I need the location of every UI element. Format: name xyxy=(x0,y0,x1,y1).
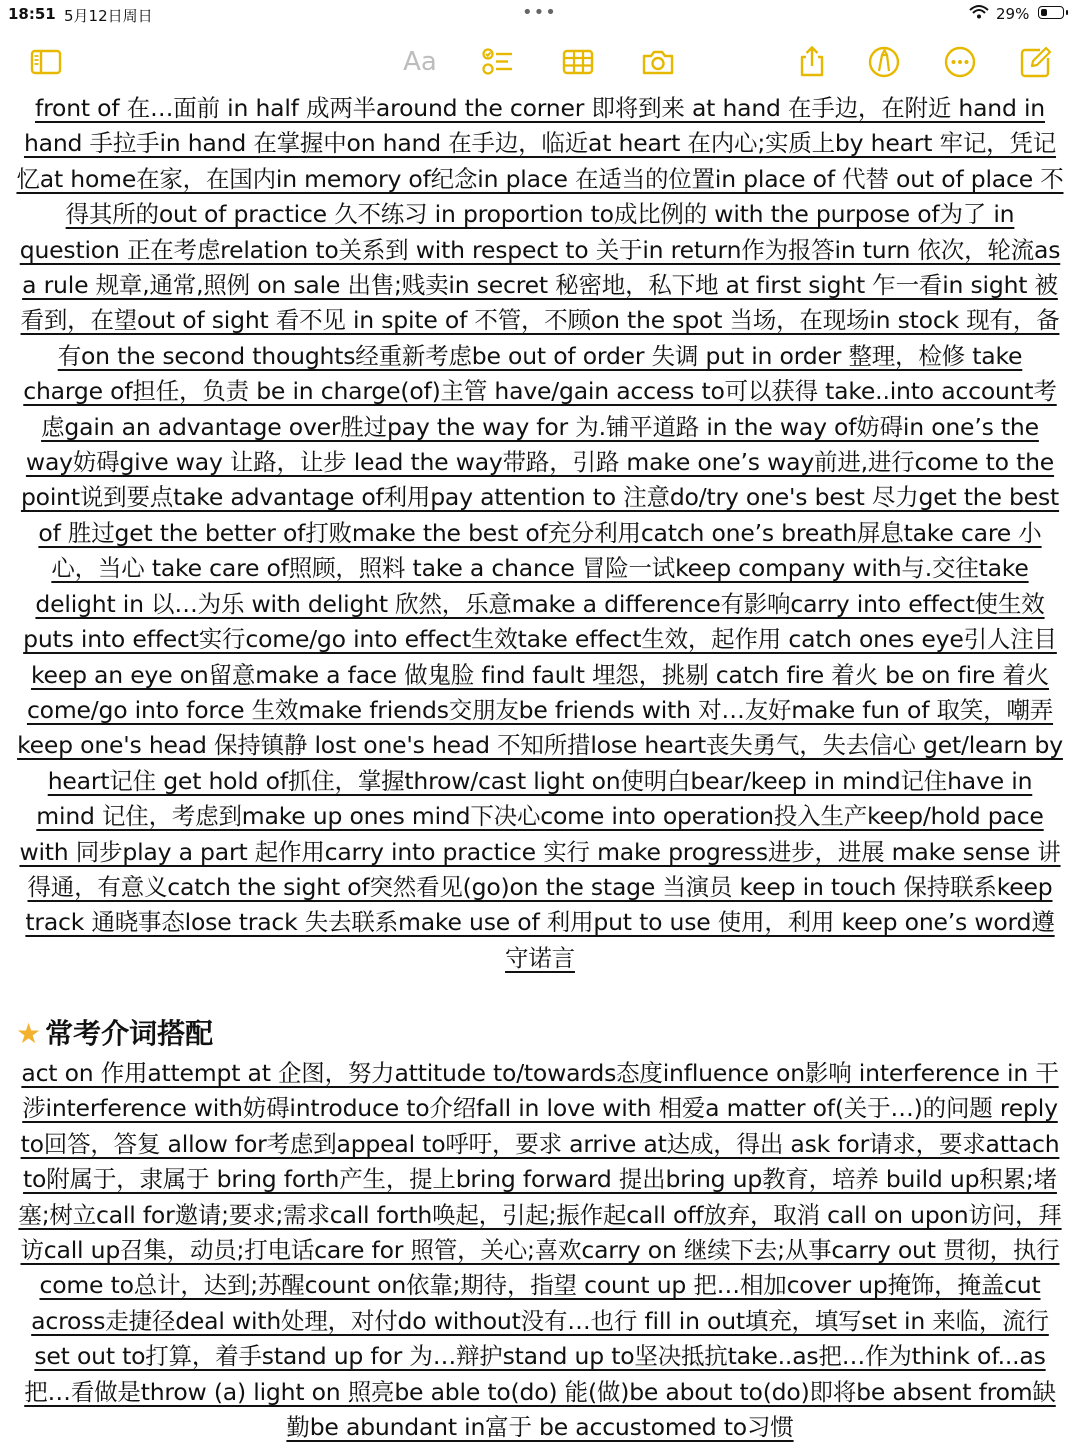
status-date: 5月12日周日 xyxy=(64,7,153,25)
note-paragraph-collocations: front of 在…面前 in half 成两半around the corner 即将到来 at hand 在手边，在附近 hand in hand 手拉手in hand 在掌握中on hand 在手边，临近at heart 在内心;实质上by heart 牢记，凭记忆at home在家，在国内in memory of纪念in place 在适当的位置in place of 代替 out of place 不得其所的out of practice 久不练习 in proportion to成比例的 with the purpose of为了 in question 正在考虑relation to关系到 with respect to 关于in return作为报答in turn 依次，轮流as a rule 规章,通常,照例 on sale 出售;贱卖in secret 秘密地，私下地 at first sight 乍一看in sight 被看到，在望out of sight 看不见 in spite of 不管，不顾on the spot 当场，在现场in stock 现有，备有on the second thoughts经重新考虑be out of order 失调 put in order 整理，检修 take charge of担任，负责 be in charge(of)主管 have/gain access to可以获得 take..into account考虑gain an advantage over胜过pay the way for 为.铺平道路 in the way of妨碍in one’s the way妨碍give way 让路，让步 lead the way带路，引路 make one’s way前进,进行come to the point说到要点take advantage of利用pay attention to 注意do/try one's best 尽力get the best of 胜过get the better of打败make the best of充分利用catch one’s breath屏息take care 小心，当心 take care of照顾，照料 take a chance 冒险一试keep company with与.交往take delight in 以…为乐 with delight 欣然，乐意make a difference有影响carry into effect使生效puts into effect实行come/go into effect生效take effect生效，起作用 catch ones eye引人注目 keep an eye on留意make a face 做鬼脸 find fault 埋怨，挑剔 catch fire 着火 be on fire 着火come/go into force 生效make friends交朋友be friends with 对…友好make fun of 取笑，嘲弄 keep one's head 保持镇静 lost one's head 不知所措lose heart丧失勇气，失去信心 get/learn by heart记住 get hold of抓住，掌握throw/cast light on使明白bear/keep in mind记住have in mind 记住，考虑到make up ones mind下决心come into operation投入生产keep/hold pace with 同步play a part 起作用carry into practice 实行 make progress进步，进展 make sense 讲得通，有意义catch the sight of突然看见(go)on the stage 当演员 keep in touch 保持联系keep track 通晓事态lose track 失去联系make use of 利用put to use 使用，利用 keep one’s word遵守诺言 xyxy=(16,94,1064,972)
star-icon: ★ xyxy=(16,1017,42,1050)
note-paragraph-prepositions: act on 作用attempt at 企图，努力attitude to/towards态度influence on影响 interference in 干涉interference with妨碍introduce to介绍fall in love with 相爱a matter of(关于…)的问题 reply to回答，答复 allow for考虑到appeal to呼吁，要求 arrive at达成，得出 ask for请求，要求attach to附属于，隶属于 bring forth产生，提上bring forward 提出bring up教育，培养 build up积累;堵塞;树立call for邀请;要求;需求call forth唤起，引起;振作起call off放弃，取消 call on upon访问，拜访call up召集，动员;打电话care for 照管，关心;喜欢carry on 继续下去;从事carry out 贯彻，执行come to总计，达到;苏醒count on依靠;期待，指望 count up 把…相加cover up掩饰，掩盖cut across走捷径deal with处理，对付do without没有…也行 fill in out填充，填写set in 来临，流行set out to打算，着手stand up for 为…辩护stand up to坚决抵抗take..as把…作为think of...as 把…看做是throw (a) light on 照亮be able to(do) 能(做)be about to(do)即将be absent from缺勤be abundant in富于 be accustomed to习惯 xyxy=(18,1059,1062,1442)
battery-level-fill xyxy=(1041,9,1047,16)
wifi-icon xyxy=(968,4,990,24)
text-format-icon[interactable] xyxy=(400,42,440,82)
text-format-label: Aa xyxy=(403,47,437,77)
note-body[interactable] xyxy=(16,91,1064,976)
note-body-prepositions[interactable] xyxy=(16,1056,1064,1445)
compose-icon[interactable] xyxy=(1016,42,1056,82)
multitasking-dots-icon[interactable]: ••• xyxy=(522,2,557,23)
section-heading xyxy=(16,1014,213,1054)
share-icon[interactable] xyxy=(792,42,832,82)
status-time: 18:51 xyxy=(8,5,56,23)
status-bar xyxy=(0,0,1080,28)
checklist-icon[interactable] xyxy=(478,42,518,82)
battery-percentage: 29% xyxy=(996,5,1030,23)
markup-icon[interactable] xyxy=(864,42,904,82)
table-icon[interactable] xyxy=(558,42,598,82)
camera-icon[interactable] xyxy=(638,42,678,82)
sidebar-icon[interactable] xyxy=(26,42,66,82)
more-icon[interactable] xyxy=(940,42,980,82)
section-heading-text: 常考介词搭配 xyxy=(45,1017,214,1050)
battery-icon xyxy=(1038,6,1064,19)
notes-toolbar xyxy=(0,30,1080,92)
